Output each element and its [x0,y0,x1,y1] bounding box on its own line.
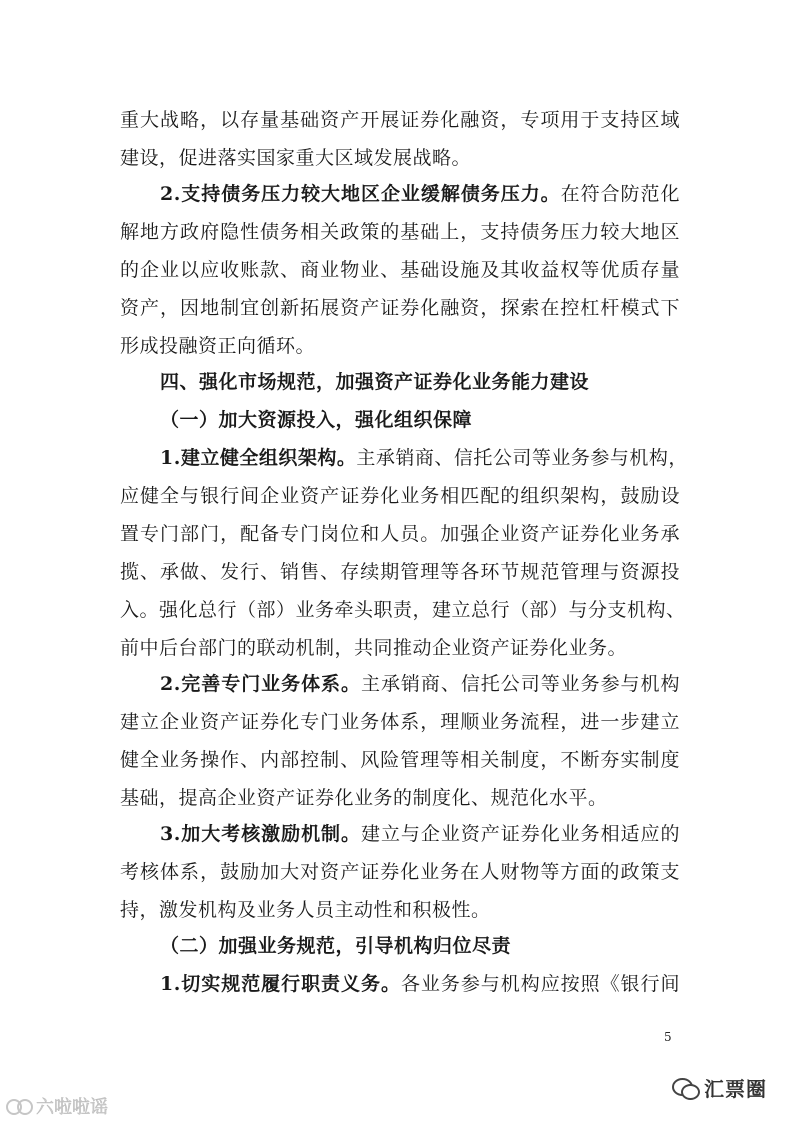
text-line: 建立企业资产证券化专门业务体系，理顺业务流程，进一步建立 [120,711,680,733]
text-line: 揽、承做、发行、销售、存续期管理等各环节规范管理与资源投 [120,561,680,583]
text-line: 考核体系，鼓励加大对资产证券化业务在人财物等方面的政策支 [120,861,680,883]
text-line: 2.支持债务压力较大地区企业缓解债务压力。在符合防范化 [160,183,680,205]
text-line: 建设，促进落实国家重大区域发展战略。 [120,147,472,169]
text-line: 基础，提高企业资产证券化业务的制度化、规范化水平。 [120,787,608,809]
text-line: 资产，因地制宜创新拓展资产证券化融资，探索在控杠杆模式下 [120,297,680,319]
subsection-heading: （一）加大资源投入，强化组织保障 [160,409,473,431]
watermark-wechat [672,1073,767,1102]
text-line: 1.切实规范履行职责义务。各业务参与机构应按照《银行间 [160,973,680,995]
text-line: 的企业以应收账款、商业物业、基础设施及其收益权等优质存量 [120,259,680,281]
text-line: 2.完善专门业务体系。主承销商、信托公司等业务参与机构 [160,673,680,695]
text-line: 持，激发机构及业务人员主动性和积极性。 [120,899,491,921]
text-line: 健全业务操作、内部控制、风险管理等相关制度，不断夯实制度 [120,749,680,771]
watermark-text: 六啦啦谣 [36,1097,108,1118]
text-line: 3.加大考核激励机制。建立与企业资产证券化业务相适应的 [160,823,680,845]
watermark-logo [6,1093,108,1119]
watermark-text: 汇票圈 [704,1077,767,1101]
logo-icon [6,1096,32,1116]
subsection-heading: （二）加强业务规范，引导机构归位尽责 [160,935,512,957]
page-number: 5 [664,1030,672,1044]
text-line: 前中后台部门的联动机制，共同推动企业资产证券化业务。 [120,637,628,659]
text-line: 置专门部门，配备专门岗位和人员。加强企业资产证券化业务承 [120,523,680,545]
text-line: 解地方政府隐性债务相关政策的基础上，支持债务压力较大地区 [120,221,680,243]
text-line: 入。强化总行（部）业务牵头职责，建立总行（部）与分支机构、 [120,599,686,621]
text-line: 1.建立健全组织架构。主承销商、信托公司等业务参与机构， [160,447,688,469]
section-heading: 四、强化市场规范，加强资产证券化业务能力建设 [160,371,590,393]
text-line: 应健全与银行间企业资产证券化业务相匹配的组织架构，鼓励设 [120,485,680,507]
wechat-icon [672,1078,698,1098]
text-line: 重大战略，以存量基础资产开展证券化融资，专项用于支持区域 [120,109,680,131]
text-line: 形成投融资正向循环。 [120,335,316,357]
